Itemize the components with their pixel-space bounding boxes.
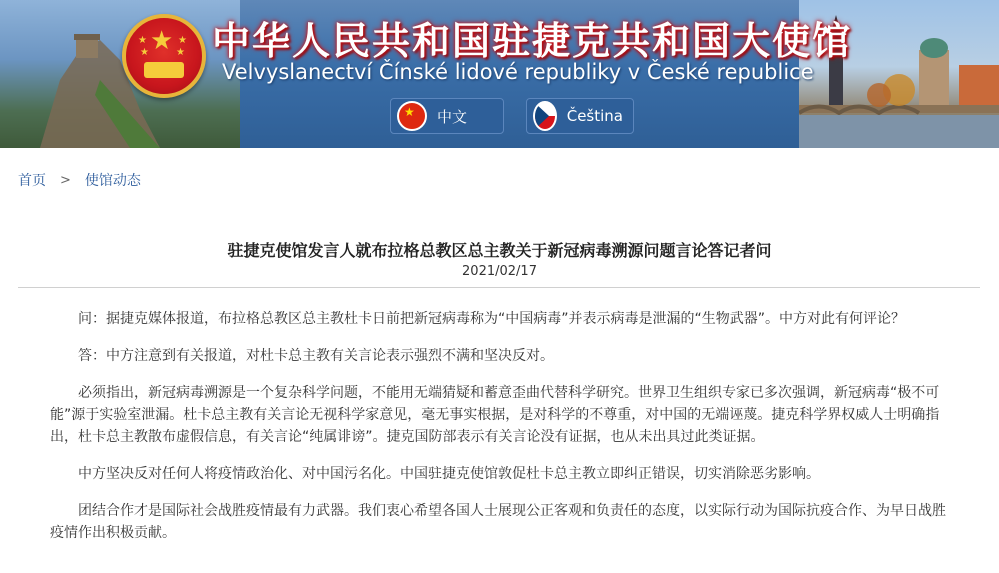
article-paragraph: 问：据捷克媒体报道，布拉格总教区总主教杜卡日前把新冠病毒称为“中国病毒”并表示病毒是泄漏的“生物武器”。中方对此有何评论？: [78, 311, 906, 327]
article-paragraph: 必须指出，新冠病毒溯源是一个复杂科学问题，不能用无端猜疑和蓄意歪曲代替科学研究。世界卫生组织专家已多次强调，新冠病毒“极不可能”源于实验室泄漏。杜卡总主教有关言论无视科学家意见，毫无事实根据，是对科学的不尊重，对中国的无端诬蔑。捷克科学界权威人士明确指出，杜卡总主教散布虚假信息，有关言论“纯属诽谤”。捷克国防部表示有关言论没有证据，也从未出具过此类证据。: [50, 385, 940, 445]
title-divider: [18, 287, 980, 288]
article-paragraph: 中方坚决反对任何人将疫情政治化、对中国污名化。中国驻捷克使馆敦促杜卡总主教立即纠正错误，切实消除恶劣影响。: [78, 466, 820, 482]
language-chinese-button[interactable]: [390, 98, 504, 134]
breadcrumb: [18, 170, 141, 190]
article-body: [50, 308, 950, 559]
breadcrumb-section-link[interactable]: 使馆动态: [84, 173, 141, 189]
national-emblem-icon: ★ ★ ★ ★ ★: [122, 14, 206, 98]
article-paragraph: 答：中方注意到有关报道，对杜卡总主教有关言论表示强烈不满和坚决反对。: [78, 348, 554, 364]
article-paragraph: 团结合作才是国际社会战胜疫情最有力武器。我们衷心希望各国人士展现公正客观和负责任的态度，以实际行动为国际抗疫合作、为早日战胜疫情作出积极贡献。: [50, 503, 946, 541]
header-banner: [0, 0, 999, 148]
language-czech-label: Čeština: [566, 107, 623, 125]
language-czech-button[interactable]: [526, 98, 634, 134]
language-chinese-label: 中文: [437, 107, 468, 126]
breadcrumb-home-link[interactable]: 首页: [18, 173, 46, 189]
article-date: 2021/02/17: [462, 264, 537, 279]
china-flag-icon: ★: [397, 101, 427, 131]
czech-flag-icon: [533, 101, 557, 131]
breadcrumb-separator: >: [60, 172, 71, 188]
embassy-title-czech: Velvyslanectví Čínské lidové republiky v České republice: [222, 60, 814, 84]
article-title: 驻捷克使馆发言人就布拉格总教区总主教关于新冠病毒溯源问题言论答记者问: [227, 241, 772, 260]
embassy-title-chinese: 中华人民共和国驻捷克共和国大使馆: [212, 18, 853, 63]
